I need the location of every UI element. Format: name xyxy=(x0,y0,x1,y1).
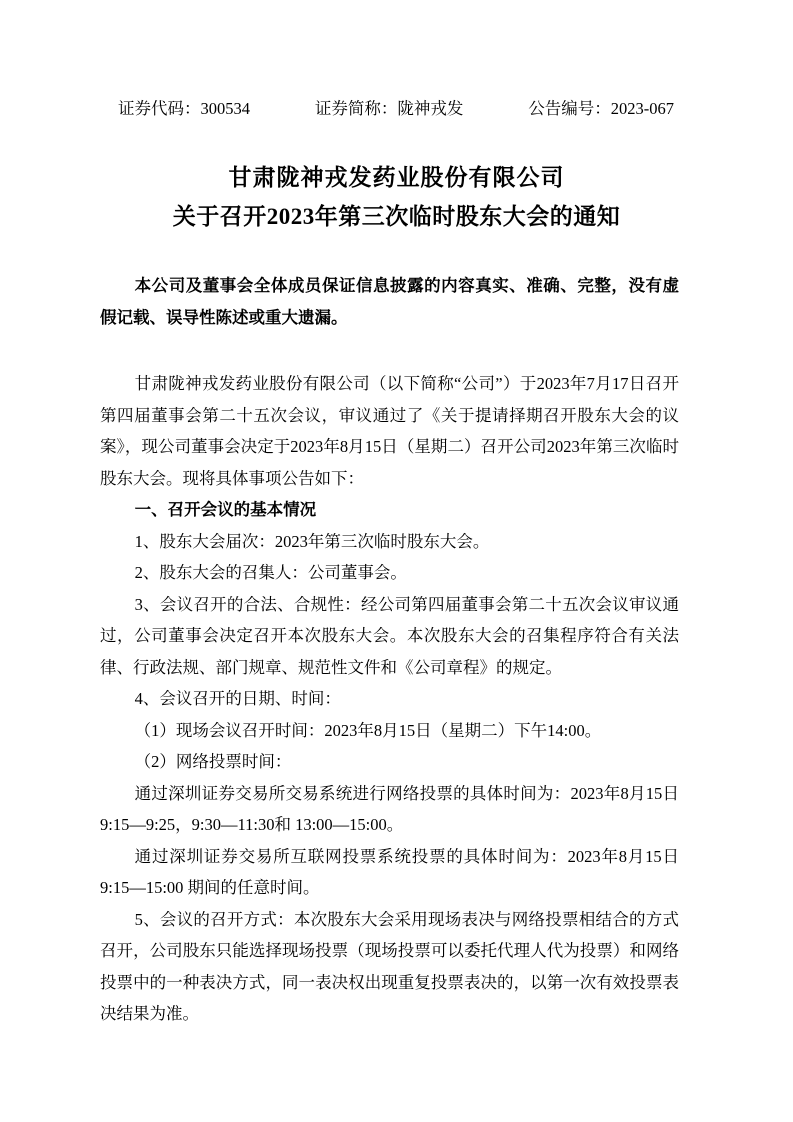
item-1-meeting-session: 1、股东大会届次：2023年第三次临时股东大会。 xyxy=(134,531,490,551)
section-1-heading: 一、召开会议的基本情况 xyxy=(134,500,317,519)
item-4-2-online-voting-time: （2）网络投票时间： xyxy=(134,752,292,771)
internet-voting-time: 通过深圳证券交易所互联网投票系统投票的具体时间为：2023年8月15日9:15—15:00 期间的任意时间。 xyxy=(100,846,679,897)
intro-paragraph: 甘肃陇神戎发药业股份有限公司（以下简称“公司”）于2023年7月17日召开第四届董事会第二十五次会议，审议通过了《关于提请择期召开股东大会的议案》，现公司董事会决定于2023年8月15日（星期二）召开公司2023年第三次临时股东大会。现将具体事项公告如下： xyxy=(100,374,679,488)
truthfulness-declaration: 本公司及董事会全体成员保证信息披露的内容真实、准确、完整，没有虚假记载、误导性陈述或重大遗漏。 xyxy=(100,276,679,327)
notice-subject-title: 关于召开2023年第三次临时股东大会的通知 xyxy=(172,204,621,229)
document-body xyxy=(100,368,679,1030)
document-header xyxy=(118,99,674,119)
announcement-number-label: 公告编号：2023-067 xyxy=(528,99,674,118)
item-3-legality: 3、会议召开的合法、合规性：经公司第四届董事会第二十五次会议审议通过，公司董事会决定召开本次股东大会。本次股东大会的召集程序符合有关法律、行政法规、部门规章、规范性文件和《公司章程》的规定。 xyxy=(100,594,679,677)
stock-name-label: 证券简称：陇神戎发 xyxy=(314,99,464,118)
item-5-meeting-method: 5、会议的召开方式：本次股东大会采用现场表决与网络投票相结合的方式召开，公司股东只能选择现场投票（现场投票可以委托代理人代为投票）和网络投票中的一种表决方式，同一表决权出现重复投票表决的，以第一次有效投票表决结果为准。 xyxy=(100,909,679,1023)
stock-code-label: 证券代码：300534 xyxy=(118,99,250,118)
item-4-1-onsite-time: （1）现场会议召开时间：2023年8月15日（星期二）下午14:00。 xyxy=(134,720,602,740)
company-name-title: 甘肃陇神戎发药业股份有限公司 xyxy=(228,165,565,190)
trading-system-voting-time: 通过深圳证券交易所交易系统进行网络投票的具体时间为：2023年8月15日9:15—9:25，9:30—11:30和 13:00—15:00。 xyxy=(100,783,679,834)
item-2-convener: 2、股东大会的召集人：公司董事会。 xyxy=(134,563,407,582)
item-4-date-time: 4、会议召开的日期、时间： xyxy=(134,689,341,708)
